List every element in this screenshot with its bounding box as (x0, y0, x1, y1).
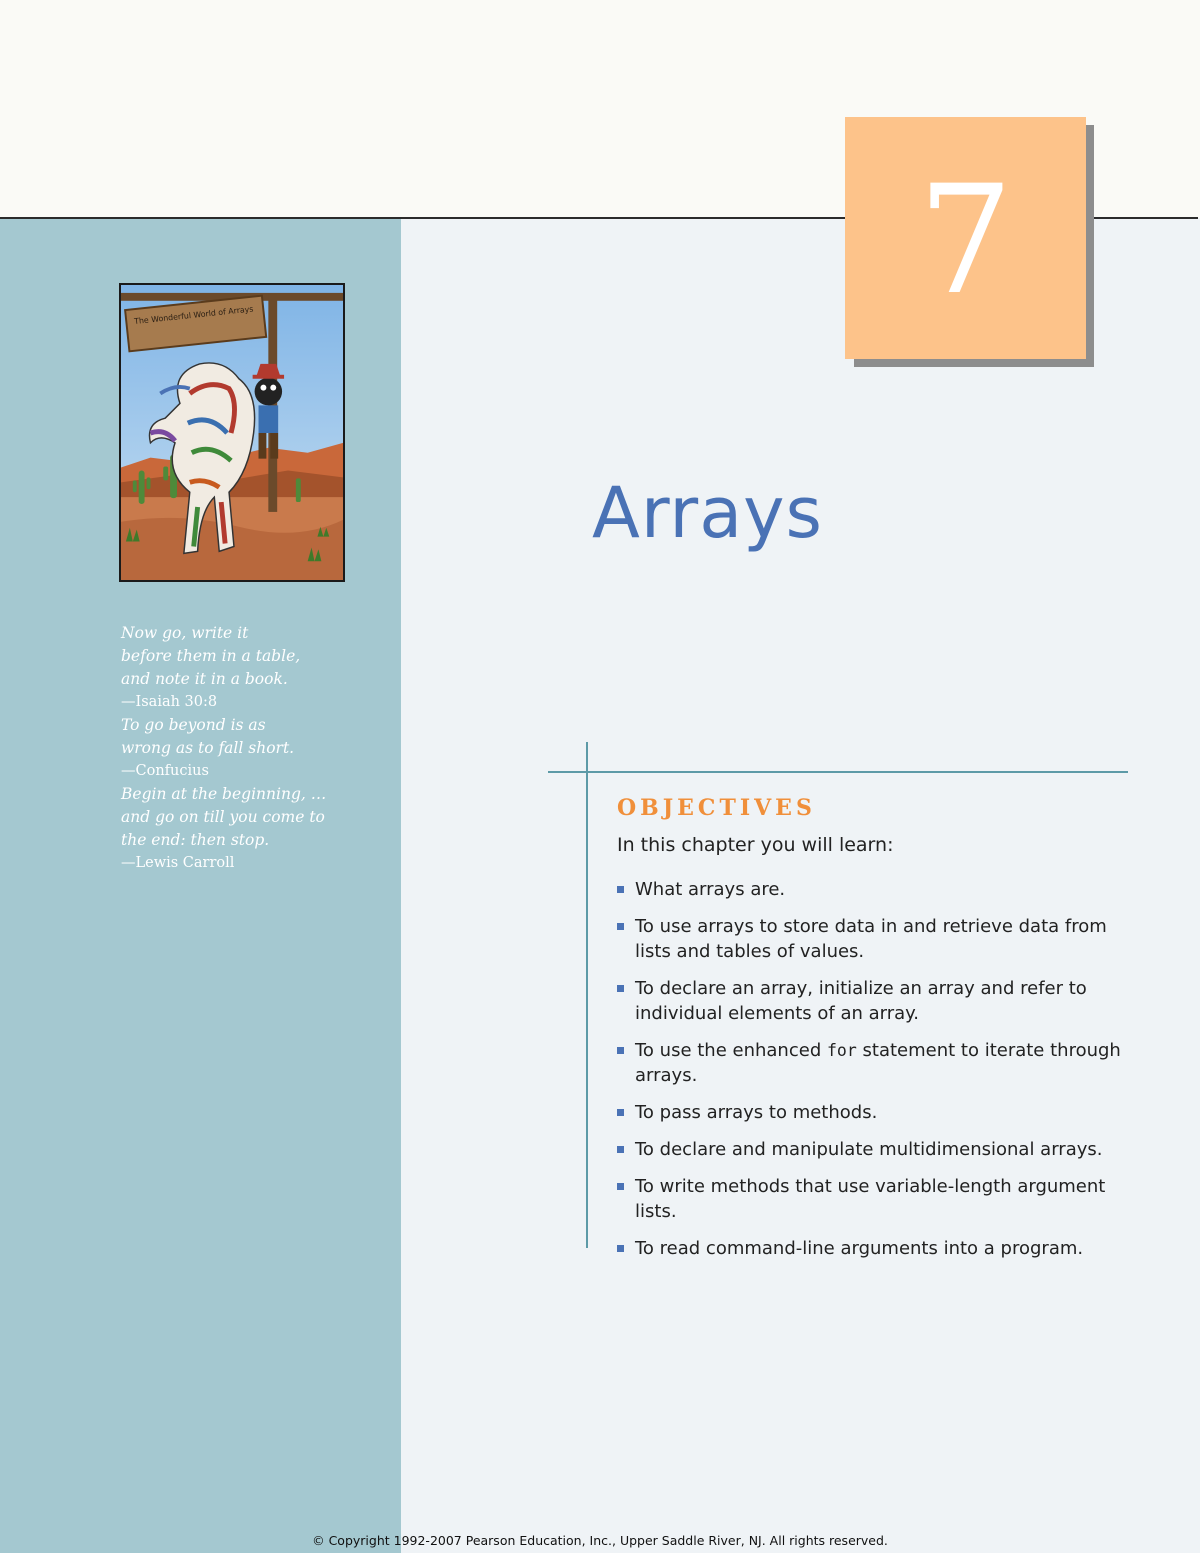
objective-item (617, 877, 1137, 902)
epigraph-line: and go on till you come to (121, 808, 325, 826)
epigraph (121, 622, 381, 714)
epigraph-line: the end: then stop. (121, 831, 270, 849)
epigraph (121, 714, 381, 783)
epigraph-attribution: —Lewis Carroll (121, 855, 235, 871)
bullet-icon (617, 1146, 624, 1153)
chapter-number: 7 (917, 154, 1014, 328)
objectives-intro: In this chapter you will learn: (617, 834, 894, 856)
objective-item (617, 1236, 1137, 1261)
epigraph-line: Now go, write it (121, 624, 249, 642)
copyright-footer: © Copyright 1992-2007 Pearson Education, Inc., Upper Saddle River, NJ. All rights reserved. (312, 1533, 888, 1548)
objective-text: To use arrays to store data in and retrieve data from lists and tables of values. (635, 916, 1107, 962)
objective-item (617, 1137, 1137, 1162)
objective-item (617, 1100, 1137, 1125)
objective-text: To declare and manipulate multidimensional arrays. (635, 1139, 1103, 1160)
epigraphs (121, 622, 381, 875)
chapter-number-box (845, 117, 1086, 359)
objectives-horizontal-rule (548, 771, 1128, 773)
objectives-vertical-rule (586, 742, 588, 1248)
objective-item (617, 976, 1137, 1026)
objective-item (617, 1174, 1137, 1224)
objective-text: To pass arrays to methods. (635, 1102, 878, 1123)
bullet-icon (617, 923, 624, 930)
objectives-heading: OBJECTIVES (617, 795, 816, 821)
objective-text: To read command-line arguments into a program. (635, 1238, 1084, 1259)
objective-text-before: To use the enhanced (635, 1040, 827, 1061)
objectives-list (617, 877, 1137, 1273)
objective-text: What arrays are. (635, 879, 786, 900)
objective-item (617, 914, 1137, 964)
objective-item (617, 1038, 1137, 1088)
epigraph-attribution: —Confucius (121, 763, 209, 779)
bullet-icon (617, 985, 624, 992)
cowboy-on-horse-illustration (121, 285, 343, 580)
objective-text-after: statement to iterate through arrays. (635, 1040, 1121, 1086)
bullet-icon (617, 1183, 624, 1190)
epigraph (121, 783, 381, 875)
chapter-title: Arrays (592, 472, 824, 554)
epigraph-attribution: —Isaiah 30:8 (121, 694, 218, 710)
bullet-icon (617, 1245, 624, 1252)
epigraph-line: To go beyond is as (121, 716, 266, 734)
objective-text: To declare an array, initialize an array and refer to individual elements of an array. (635, 978, 1087, 1024)
objective-code: for (826, 1041, 857, 1060)
epigraph-line: before them in a table, (121, 647, 301, 665)
bullet-icon (617, 1109, 624, 1116)
epigraph-line: wrong as to fall short. (121, 739, 295, 757)
bullet-icon (617, 886, 624, 893)
objective-text: To write methods that use variable-length argument lists. (635, 1176, 1106, 1222)
epigraph-line: Begin at the beginning, … (121, 785, 327, 803)
bullet-icon (617, 1047, 624, 1054)
epigraph-line: and note it in a book. (121, 670, 288, 688)
chapter-illustration (119, 283, 345, 582)
sign-text: The Wonderful World of Arrays (133, 304, 254, 326)
